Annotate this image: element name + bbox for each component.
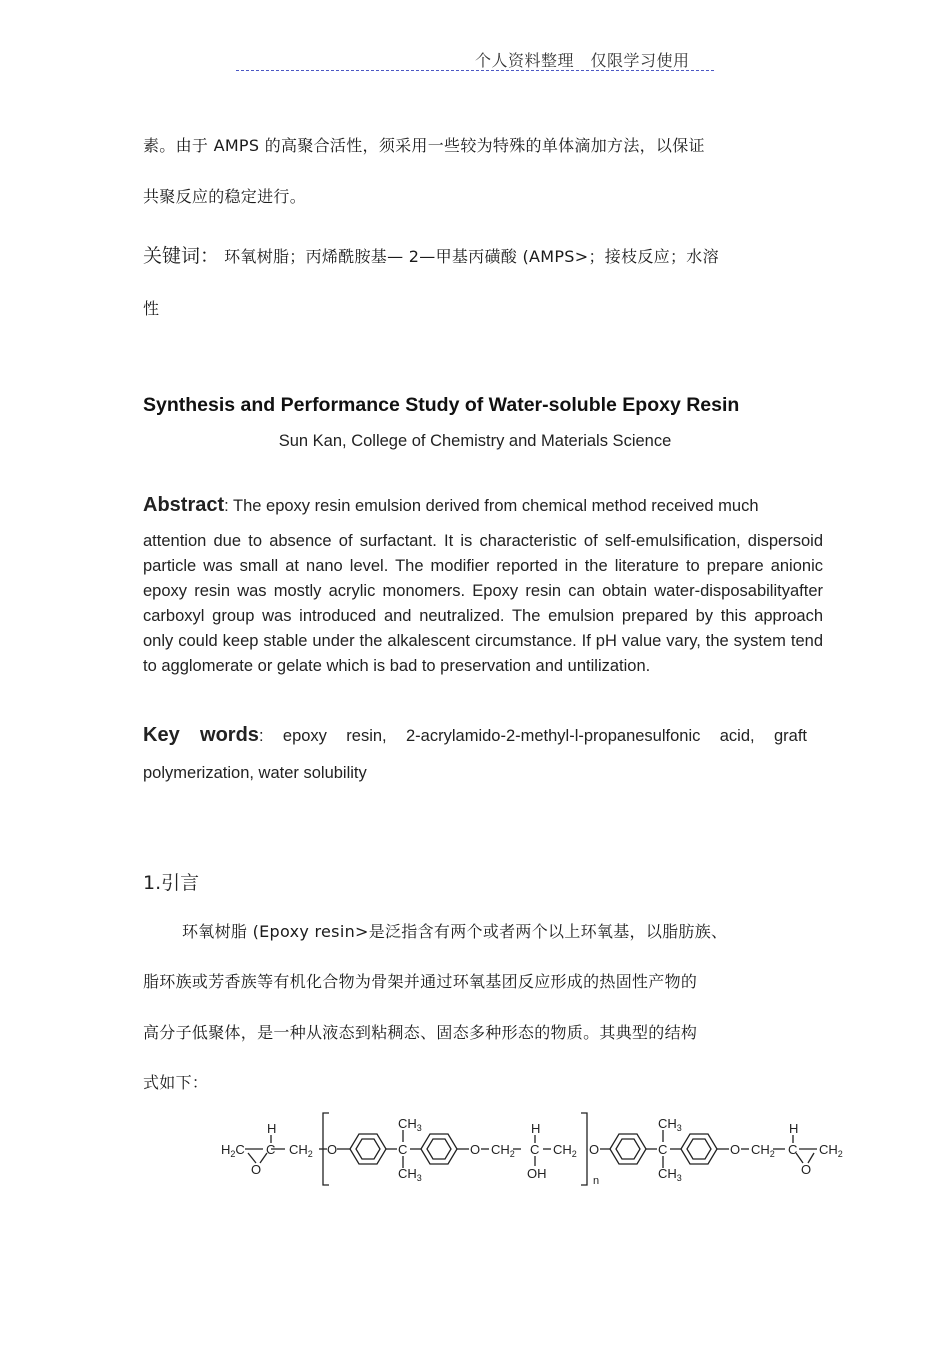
abstract-label: Abstract — [143, 494, 225, 516]
intro-line-1: 环氧树脂 (Epoxy resin>是泛指含有两个或者两个以上环氧基，以脂肪族、 — [182, 922, 728, 941]
chinese-abstract-line-1: 素。由于 AMPS 的高聚合活性，须采用一些较为特殊的单体滴加方法，以保证 — [143, 136, 705, 155]
structure-o-1: O — [327, 1142, 338, 1157]
structure-ch2-4: $CH_2$ — [751, 1142, 775, 1159]
structure-o-right-epoxide: O — [801, 1162, 812, 1177]
structure-h-3: H — [789, 1121, 799, 1136]
structure-o-2: O — [470, 1142, 481, 1157]
structure-ch2-right: $CH_2$ — [819, 1142, 843, 1159]
chinese-keywords — [143, 241, 719, 268]
abstract-body: attention due to absence of surfactant. It is characteristic of self-emulsification, dispersoid particle was small at nano level. The modifier reported in the literature to prepare anionic epoxy resin was mostly acrylic monomers. Epoxy resin can obtain water-disposabilityafter carboxyl group was introduced and neutralized. The emulsion prepared by this approach only could keep stable under the alkalescent circumstance. If pH value vary, the system tend to agglomerate or gelate which is bad to preservation and untilization. — [143, 532, 823, 675]
structure-h2c: $H_2C$ — [221, 1142, 245, 1159]
header-divider — [236, 70, 714, 71]
structure-ch2-1: $CH_2$ — [289, 1142, 313, 1159]
structure-o-left-epoxide: O — [251, 1162, 262, 1177]
chinese-keywords-text: 环氧树脂；丙烯酰胺基— 2—甲基丙磺酸 (AMPS>；接枝反应；水溶 — [224, 247, 719, 266]
structure-c-1: C — [266, 1142, 276, 1157]
structure-ch3-top-1: $CH_3$ — [398, 1116, 422, 1133]
epoxy-structure-formula — [215, 1108, 850, 1190]
abstract-first-line — [143, 493, 823, 519]
chinese-keywords-label: 关键词： — [143, 245, 220, 267]
section-heading: 1.引言 — [143, 872, 200, 894]
intro-line-2: 脂环族或芳香族等有机化合物为骨架并通过环氧基团反应形成的热固性产物的 — [143, 972, 698, 991]
structure-ch2-3: $CH_2$ — [553, 1142, 577, 1159]
chinese-keywords-line-2: 性 — [143, 299, 160, 318]
intro-line-3: 高分子低聚体，是一种从液态到粘稠态、固态多种形态的物质。其典型的结构 — [143, 1023, 698, 1042]
structure-c-2: C — [398, 1142, 408, 1157]
author-line: Sun Kan, College of Chemistry and Materials Science — [278, 432, 672, 450]
keywords-label: Key words — [143, 724, 259, 746]
page-header: 个人资料整理 仅限学习使用 — [475, 51, 690, 70]
structure-ch2-2: $CH_2$ — [491, 1142, 515, 1159]
structure-ch3-top-2: $CH_3$ — [658, 1116, 682, 1133]
structure-ch3-bottom-2: $CH_3$ — [658, 1166, 682, 1183]
structure-c-4: C — [658, 1142, 668, 1157]
structure-c-3: C — [530, 1142, 540, 1157]
structure-subscript-n: n — [593, 1175, 600, 1187]
structure-o-3: O — [589, 1142, 600, 1157]
structure-o-4: O — [730, 1142, 741, 1157]
abstract-first-text: : The epoxy resin emulsion derived from chemical method received much — [224, 497, 759, 515]
intro-line-4: 式如下： — [143, 1073, 209, 1092]
structure-h-1: H — [267, 1121, 277, 1136]
structure-h-2: H — [531, 1121, 541, 1136]
english-abstract — [143, 493, 823, 679]
structure-ch3-bottom-1: $CH_3$ — [398, 1166, 422, 1183]
chinese-abstract-line-2: 共聚反应的稳定进行。 — [143, 187, 307, 206]
english-keywords — [143, 717, 807, 792]
structure-c-5: C — [788, 1142, 798, 1157]
english-title: Synthesis and Performance Study of Water-soluble Epoxy Resin — [143, 394, 740, 416]
keywords-text: : epoxy resin, 2-acrylamido-2-methyl-l-propanesulfonic acid, graft polymerization, water solubility — [143, 727, 807, 782]
structure-oh: OH — [527, 1166, 547, 1181]
